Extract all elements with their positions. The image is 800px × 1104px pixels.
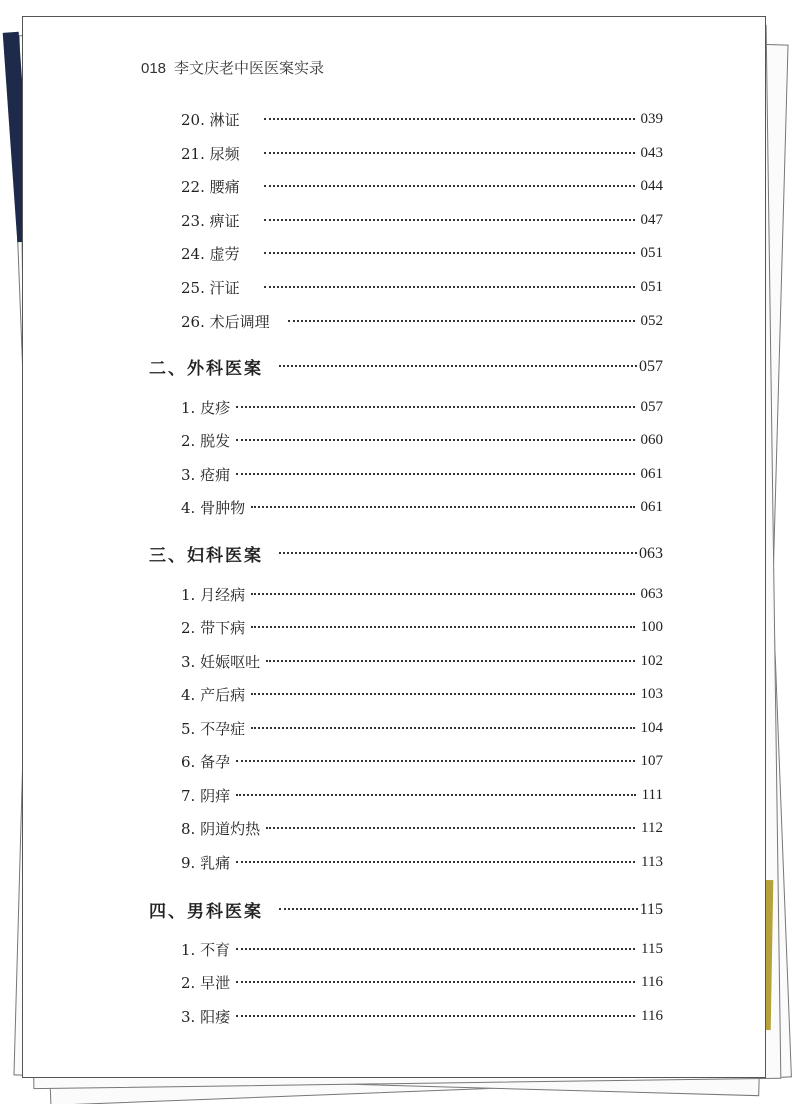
running-header bbox=[141, 57, 324, 78]
toc-entry[interactable] bbox=[181, 464, 663, 485]
toc-entry-label: 25. 汗证 bbox=[181, 279, 240, 297]
toc-entry[interactable] bbox=[181, 397, 663, 418]
toc-entry[interactable] bbox=[181, 818, 663, 839]
dot-leader bbox=[236, 948, 635, 950]
toc-entry-page: 113 bbox=[641, 854, 663, 870]
dot-leader bbox=[236, 861, 635, 863]
toc-entry[interactable] bbox=[181, 651, 663, 672]
toc-section-title: 四、男科医案 bbox=[149, 902, 263, 922]
toc-entry[interactable] bbox=[181, 972, 663, 993]
toc-section-andrology[interactable] bbox=[149, 897, 663, 922]
toc-entry-page: 061 bbox=[640, 466, 663, 482]
toc-entry-page: 112 bbox=[641, 820, 663, 836]
toc-entry[interactable] bbox=[181, 1006, 663, 1027]
toc-entry-label: 1. 皮疹 bbox=[181, 399, 231, 417]
toc-entry-label: 24. 虚劳 bbox=[181, 245, 240, 263]
toc-section-page: 057 bbox=[639, 357, 663, 375]
dot-leader bbox=[264, 252, 635, 254]
toc-entry-label: 2. 早泄 bbox=[181, 974, 231, 992]
header-book-title: 李文庆老中医医案实录 bbox=[174, 59, 325, 77]
toc-entry[interactable] bbox=[181, 718, 663, 739]
toc-entry-label: 1. 月经病 bbox=[181, 586, 246, 604]
toc-entry-page: 051 bbox=[640, 245, 663, 261]
dot-leader bbox=[236, 981, 635, 983]
toc-entry-label: 3. 妊娠呕吐 bbox=[181, 653, 261, 671]
dot-leader bbox=[264, 286, 635, 288]
toc-entry-label: 4. 产后病 bbox=[181, 686, 246, 704]
dot-leader bbox=[251, 693, 634, 695]
toc-entry-page: 043 bbox=[640, 145, 663, 161]
toc-entry-label: 20. 淋证 bbox=[181, 111, 240, 129]
toc-entry[interactable] bbox=[181, 210, 663, 231]
toc-entry[interactable] bbox=[181, 684, 663, 705]
toc-entry[interactable] bbox=[181, 430, 663, 451]
toc-entry-page: 051 bbox=[640, 279, 663, 295]
toc-entry[interactable] bbox=[181, 852, 663, 873]
toc-entry[interactable] bbox=[181, 617, 663, 638]
toc-entry-label: 4. 骨肿物 bbox=[181, 499, 246, 517]
dot-leader bbox=[279, 365, 637, 367]
toc-page bbox=[22, 16, 766, 1078]
toc-entry-label: 26. 术后调理 bbox=[181, 313, 270, 331]
toc-entry-page: 115 bbox=[641, 941, 663, 957]
dot-leader bbox=[264, 219, 635, 221]
toc-entry[interactable] bbox=[181, 143, 663, 164]
toc-entry-page: 063 bbox=[640, 586, 663, 602]
dot-leader bbox=[266, 827, 635, 829]
dot-leader bbox=[288, 320, 635, 322]
toc-entry-page: 100 bbox=[640, 619, 663, 635]
dot-leader bbox=[236, 473, 634, 475]
toc-entry[interactable] bbox=[181, 939, 663, 960]
toc-entry-page: 047 bbox=[640, 212, 663, 228]
toc-entry-page: 104 bbox=[640, 720, 663, 736]
dot-leader bbox=[251, 727, 634, 729]
toc-entry[interactable] bbox=[181, 277, 663, 298]
toc-entry-label: 1. 不育 bbox=[181, 941, 231, 959]
toc-entry-page: 060 bbox=[640, 432, 663, 448]
toc-section-title: 三、妇科医案 bbox=[149, 546, 263, 566]
dot-leader bbox=[251, 626, 634, 628]
toc-entry-label: 23. 痹证 bbox=[181, 212, 240, 230]
dot-leader bbox=[266, 660, 634, 662]
toc-section-title: 二、外科医案 bbox=[149, 359, 263, 379]
toc-entry-label: 9. 乳痛 bbox=[181, 854, 231, 872]
dot-leader bbox=[251, 593, 634, 595]
toc-entry-page: 111 bbox=[641, 787, 663, 803]
toc-entry-page: 039 bbox=[640, 111, 663, 127]
toc-entry-label: 2. 脱发 bbox=[181, 432, 231, 450]
toc-entry-page: 102 bbox=[640, 653, 663, 669]
toc-entry-label: 21. 尿频 bbox=[181, 145, 240, 163]
toc-entry-label: 3. 疮痈 bbox=[181, 466, 231, 484]
toc-section-page: 115 bbox=[639, 900, 663, 918]
toc-entry-label: 22. 腰痛 bbox=[181, 178, 240, 196]
dot-leader bbox=[236, 1015, 635, 1017]
toc-entry-page: 107 bbox=[640, 753, 663, 769]
dot-leader bbox=[264, 185, 635, 187]
toc-entry-label: 3. 阳痿 bbox=[181, 1008, 231, 1026]
header-page-number: 018 bbox=[141, 60, 167, 77]
toc-entry[interactable] bbox=[181, 311, 663, 332]
dot-leader bbox=[236, 439, 634, 441]
toc-entry[interactable] bbox=[181, 584, 663, 605]
toc-entry[interactable] bbox=[181, 497, 663, 518]
toc-entry-label: 5. 不孕症 bbox=[181, 720, 246, 738]
toc-entry-label: 6. 备孕 bbox=[181, 753, 231, 771]
dot-leader bbox=[236, 406, 634, 408]
dot-leader bbox=[236, 794, 636, 796]
toc-entry-label: 7. 阴痒 bbox=[181, 787, 231, 805]
toc-entry-page: 044 bbox=[640, 178, 663, 194]
toc-entry-page: 052 bbox=[640, 313, 663, 329]
toc-entry-page: 116 bbox=[641, 1008, 663, 1024]
toc-entry-page: 057 bbox=[640, 399, 663, 415]
dot-leader bbox=[264, 118, 635, 120]
dot-leader bbox=[279, 908, 638, 910]
toc-entry-label: 8. 阴道灼热 bbox=[181, 820, 261, 838]
toc-section-page: 063 bbox=[639, 544, 663, 562]
toc-entry[interactable] bbox=[181, 785, 663, 806]
toc-entry-page: 116 bbox=[641, 974, 663, 990]
toc-entry[interactable] bbox=[181, 243, 663, 264]
dot-leader bbox=[251, 506, 634, 508]
toc-entry[interactable] bbox=[181, 176, 663, 197]
dot-leader bbox=[236, 760, 634, 762]
toc-section-surgical[interactable] bbox=[149, 354, 663, 379]
toc-entry[interactable] bbox=[181, 109, 663, 130]
dot-leader bbox=[279, 552, 637, 554]
dot-leader bbox=[264, 152, 635, 154]
toc-entry-label: 2. 带下病 bbox=[181, 619, 246, 637]
toc-entry[interactable] bbox=[181, 751, 663, 772]
toc-section-gynecology[interactable] bbox=[149, 541, 663, 566]
toc-entry-page: 103 bbox=[640, 686, 663, 702]
toc-entry-page: 061 bbox=[640, 499, 663, 515]
